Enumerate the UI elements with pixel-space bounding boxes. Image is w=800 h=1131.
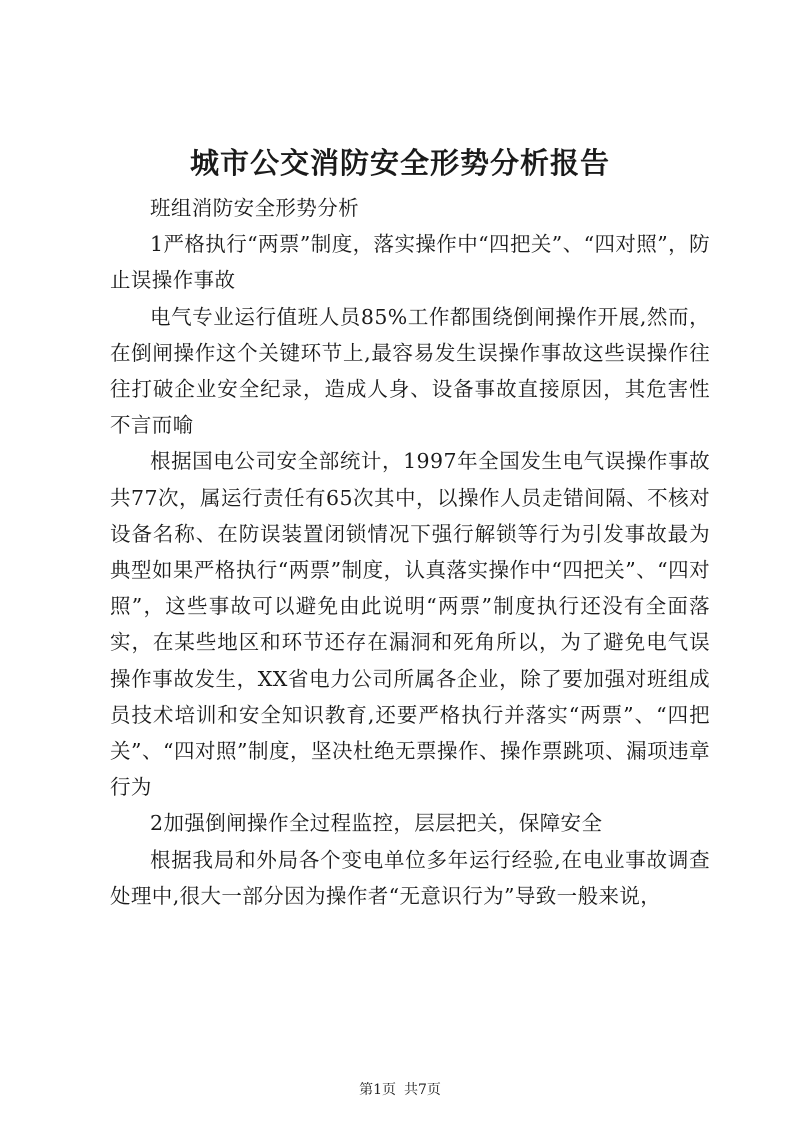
paragraph-section-2-heading: 2加强倒闸操作全过程监控，层层把关，保障安全 xyxy=(150,811,603,836)
paragraph-section-1-heading: 1严格执行“两票”制度，落实操作中“四把关”、“四对照”，防止误操作事故 xyxy=(110,232,710,293)
page-total: 共7页 xyxy=(404,1082,441,1098)
page-footer xyxy=(0,1080,800,1100)
paragraph-subtitle: 班组消防安全形势分析 xyxy=(150,196,359,220)
page-number: 第1页 xyxy=(359,1082,396,1098)
paragraph-statistics: 根据国电公司安全部统计，1997年全国发生电气误操作事故共77次，属运行责任有65次其中，以操作人员走错间隔、不核对设备名称、在防误装置闭锁情况下强行解锁等行为引发事故最为典型如果严格执行“两票”制度，认真落实操作中“四把关”、“四对照”，这些事故可以避免由此说明“两票”制度执行还没有全面落实，在某些地区和环节还存在漏洞和死角所以，为了避免电气误操作事故发生，XX省电力公司所属各企业，除了要加强对班组成员技术培训和安全知识教育,还要严格执行并落实“两票”、“四把关”、“四对照”制度，坚决杜绝无票操作、操作票跳项、漏项违章行为 xyxy=(110,449,710,800)
paragraph-electrical-operations: 电气专业运行值班人员85%工作都围绕倒闸操作开展,然而，在倒闸操作这个关键环节上,最容易发生误操作事故这些误操作往往打破企业安全纪录，造成人身、设备事故直接原因，其危害性不言而喻 xyxy=(110,304,710,438)
document-title: 城市公交消防安全形势分析报告 xyxy=(189,146,610,180)
paragraph-experience: 根据我局和外局各个变电单位多年运行经验,在电业事故调查处理中,很大一部分因为操作者“无意识行为”导致一般来说， xyxy=(110,847,710,908)
document-body xyxy=(110,190,710,914)
